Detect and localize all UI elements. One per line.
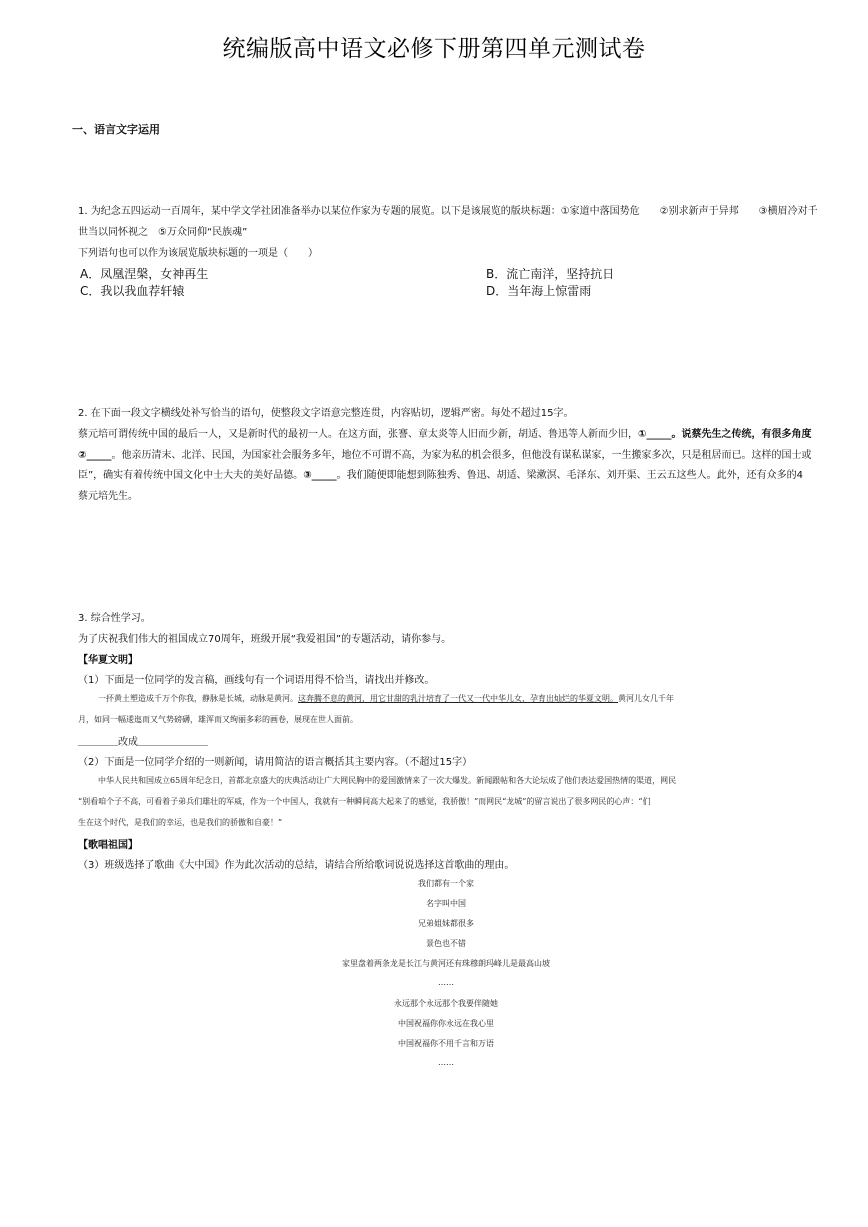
lyric-line: 中国祝福你不用千言和万语 <box>398 1039 494 1048</box>
q1-prompt: 下列语句也可以作为该展览版块标题的一项是（ ） <box>78 248 318 259</box>
q3-news-line3: 生在这个时代，是我们的幸运，也是我们的骄傲和自豪！” <box>78 818 283 827</box>
lyric-line: …… <box>438 1058 454 1067</box>
q3-news-line1: 中华人民共和国成立65周年纪念日，首都北京盛大的庆典活动让广大网民胸中的爱国激情来了一次大爆发。新闻跟帖和各大论坛成了他们表达爱国热情的渠道，网民 <box>98 776 677 785</box>
page-title: 统编版高中语文必修下册第四单元测试卷 <box>222 36 646 62</box>
lyric-line: 景色也不错 <box>426 939 466 948</box>
q2-text: 蔡元培可谓传统中国的最后一人，又是新时代的最初一人。在这方面，张謇、章太炎等人旧而少新，胡适、鲁迅等人新而少旧， <box>78 429 638 440</box>
q3-part2-title: 【歌唱祖国】 <box>78 840 138 851</box>
q2-text: 臣”，确实有着传统中国文化中士大夫的美好品德。 <box>78 470 304 481</box>
q3-speech-line2: 月，如同一幅逶迤而又气势磅礴，雄浑而又绚丽多彩的画卷，展现在世人面前。 <box>78 715 358 724</box>
q2-paragraph-line4: 蔡元培先生。 <box>78 491 138 502</box>
lyric-line: 永远那个永远那个我要伴随她 <box>394 999 498 1008</box>
q3-news-line2: “别看咱个子不高，可看着子弟兵们雄壮的军威，作为一个中国人，我就有一种瞬间高大起来了的感觉，我骄傲！”而网民“龙城”的留言说出了很多网民的心声：“们 <box>78 797 651 806</box>
q1-option-d: D．当年海上惊雷雨 <box>486 284 592 298</box>
q2-text: 。我们随便即能想到陈独秀、鲁迅、胡适、梁漱溟、毛泽东、刘开渠、王云五这些人。此外，还有众多的4 <box>336 470 804 481</box>
speech-underlined-sentence: 这奔腾不息的黄河，用它甘甜的乳汁培育了一代又一代中华儿女，孕育出灿烂的华夏文明。 <box>298 694 618 703</box>
q2-stem: 2. 在下面一段文字横线处补写恰当的语句，使整段文字语意完整连贯，内容贴切，逻辑严密。每处不超过15字。 <box>78 408 574 419</box>
q2-blank-2: ②_____ <box>78 450 112 461</box>
lyric-line: …… <box>438 978 454 987</box>
q3-fill-line: ＿＿＿＿改成＿＿＿＿＿＿＿ <box>78 737 208 748</box>
q3-sub3: （3）班级选择了歌曲《大中国》作为此次活动的总结，请结合所给歌词说说选择这首歌曲的理由。 <box>78 860 515 871</box>
lyric-line: 中国祝福你你永远在我心里 <box>398 1019 494 1028</box>
q1-stem-line2: 世当以同怀视之 ⑤万众同仰“民族魂” <box>78 227 248 238</box>
q1-option-b: B．流亡南洋，坚持抗日 <box>486 267 615 281</box>
q1-option-c: C．我以我血荐轩辕 <box>80 284 185 298</box>
q2-blank-3: ③_____ <box>303 470 337 481</box>
speech-text: 黄河儿女几千年 <box>618 694 674 703</box>
lyric-line: 我们都有一个家 <box>418 879 474 888</box>
q2-paragraph-line3 <box>78 466 803 481</box>
q3-stem: 3. 综合性学习。 <box>78 613 151 624</box>
q2-paragraph-line1 <box>78 425 811 440</box>
lyric-line: 家里盘着两条龙是长江与黄河还有珠穆朗玛峰儿是最高山坡 <box>342 959 550 968</box>
q1-stem-line1: 1. 为纪念五四运动一百周年，某中学文学社团准备举办以某位作家为专题的展览。以下是该展览的版块标题：①家道中落国势危 ②别求新声于异邦 ③横眉冷对千 <box>78 206 818 217</box>
q2-text: 。他亲历清末、北洋、民国，为国家社会服务多年，地位不可谓不高，为家为私的机会很多，但他没有谋私谋家，一生搬家多次，只是租居而已。这样的国士或 <box>111 450 812 461</box>
lyric-line: 兄弟姐妹都很多 <box>418 919 474 928</box>
q2-blank-1: ①_____ <box>638 429 672 440</box>
q3-speech-line1 <box>98 693 674 704</box>
q2-paragraph-line2 <box>78 446 811 461</box>
q2-text: 。说蔡先生之传统，有很多角度 <box>671 429 812 440</box>
q3-sub2: （2）下面是一位同学介绍的一则新闻，请用简洁的语言概括其主要内容。（不超过15字） <box>78 757 473 768</box>
speech-text: 一抔黄土塑造成千万个你我，静脉是长城，动脉是黄河。 <box>98 694 298 703</box>
q3-part1-title: 【华夏文明】 <box>78 655 138 666</box>
lyric-line: 名字叫中国 <box>426 899 466 908</box>
q3-intro: 为了庆祝我们伟大的祖国成立70周年，班级开展“我爱祖国”的专题活动，请你参与。 <box>78 634 452 645</box>
q1-option-a: A．凤凰涅槃，女神再生 <box>80 267 209 281</box>
q3-sub1: （1）下面是一位同学的发言稿，画线句有一个词语用得不恰当，请找出并修改。 <box>78 675 435 686</box>
section-heading: 一、语言文字运用 <box>72 123 160 136</box>
